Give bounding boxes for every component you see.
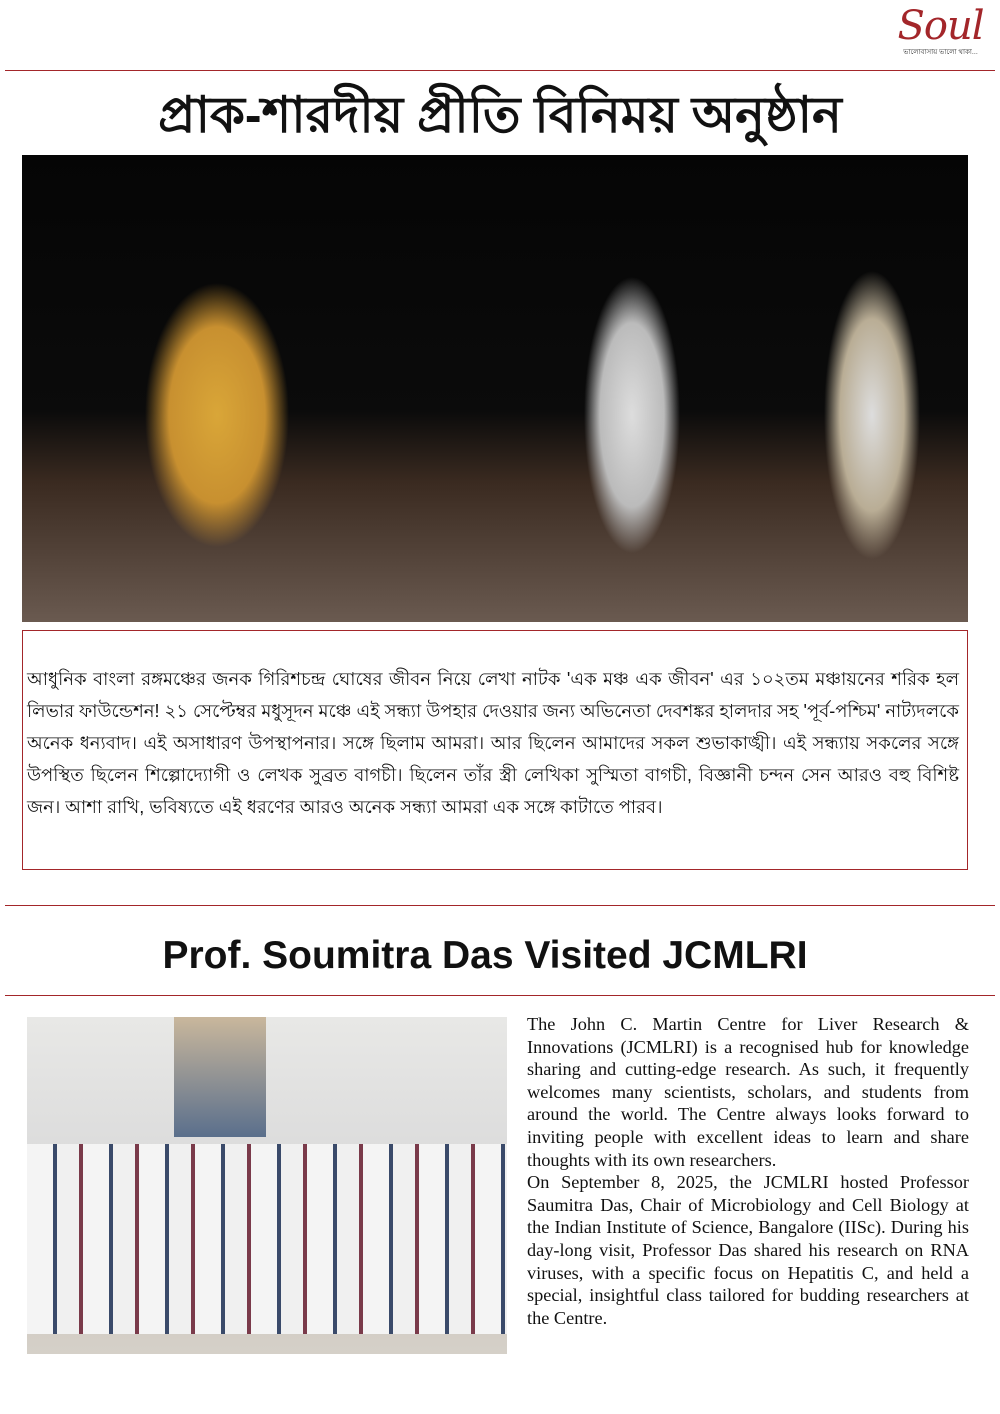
soul-logo — [888, 4, 993, 70]
logo-word: Soul — [897, 3, 984, 49]
group-people — [27, 1144, 507, 1334]
portrait-poster — [174, 1017, 266, 1137]
logo-tagline: ভালোবাসায় ভালো থাকা... — [903, 49, 978, 56]
header-divider — [5, 70, 995, 71]
section-divider — [5, 905, 995, 906]
group-photo — [27, 1017, 507, 1354]
section2-paragraph: On September 8, 2025, the JCMLRI hosted Professor Saumitra Das, Chair of Microbiology and Cell Biology at the Indian Institute of Science, Bangalore (IISc). During his day-long visit, Professor Das shared his research on RNA viruses, with a specific focus on Hepatitis C, and held a special, insightful class tailored for budding researchers at the Centre. — [527, 1172, 969, 1328]
section1-body-box — [22, 630, 968, 870]
section1-body: আধুনিক বাংলা রঙ্গমঞ্চের জনক গিরিশচন্দ্র ঘোষের জীবন নিয়ে লেখা নাটক 'এক মঞ্চ এক জীবন' এর ১০২তম মঞ্চায়নের শরিক হল লিভার ফাউন্ডেশন! ২১ সেপ্টেম্বর মধুসূদন মঞ্চে এই সন্ধ্যা উপহার দেওয়ার জন্য অভিনেতা দেবশঙ্কর হালদার সহ 'পূর্ব-পশ্চিম' নাট্যদলকে অনেক ধন্যবাদ। এই অসাধারণ উপস্থাপনার। সঙ্গে ছিলাম আমরা। আর ছিলেন আমাদের সকল শুভাকাঙ্খী। এই সন্ধ্যায় সকলের সঙ্গে উপস্থিত ছিলেন শিল্পোদ্যোগী ও লেখক সুব্রত বাগচী। ছিলেন তাঁর স্ত্রী লেখিকা সুস্মিতা বাগচী, বিজ্ঞানী চন্দন সেন আরও বহু বিশিষ্ট জন। আশা রাখি, ভবিষ্যতে এই ধরণের আরও অনেক সন্ধ্যা আমরা এক সঙ্গে কাটাতে পারব। — [27, 669, 959, 817]
theatre-stage-photo — [22, 155, 968, 622]
section2-body — [527, 1013, 969, 1329]
section2-title: Prof. Soumitra Das Visited JCMLRI — [162, 934, 808, 977]
section2-title-divider — [5, 995, 995, 996]
section1-title: প্রাক-শারদীয় প্রীতি বিনিময় অনুষ্ঠান — [158, 87, 842, 143]
section2-paragraph: The John C. Martin Centre for Liver Research & Innovations (JCMLRI) is a recognised hub for knowledge sharing and cutting-edge research. As such, it frequently welcomes many scientists, scholars, and students from around the world. The Centre always looks forward to inviting people with excellent ideas to learn and share thoughts with its own researchers. — [527, 1014, 969, 1170]
